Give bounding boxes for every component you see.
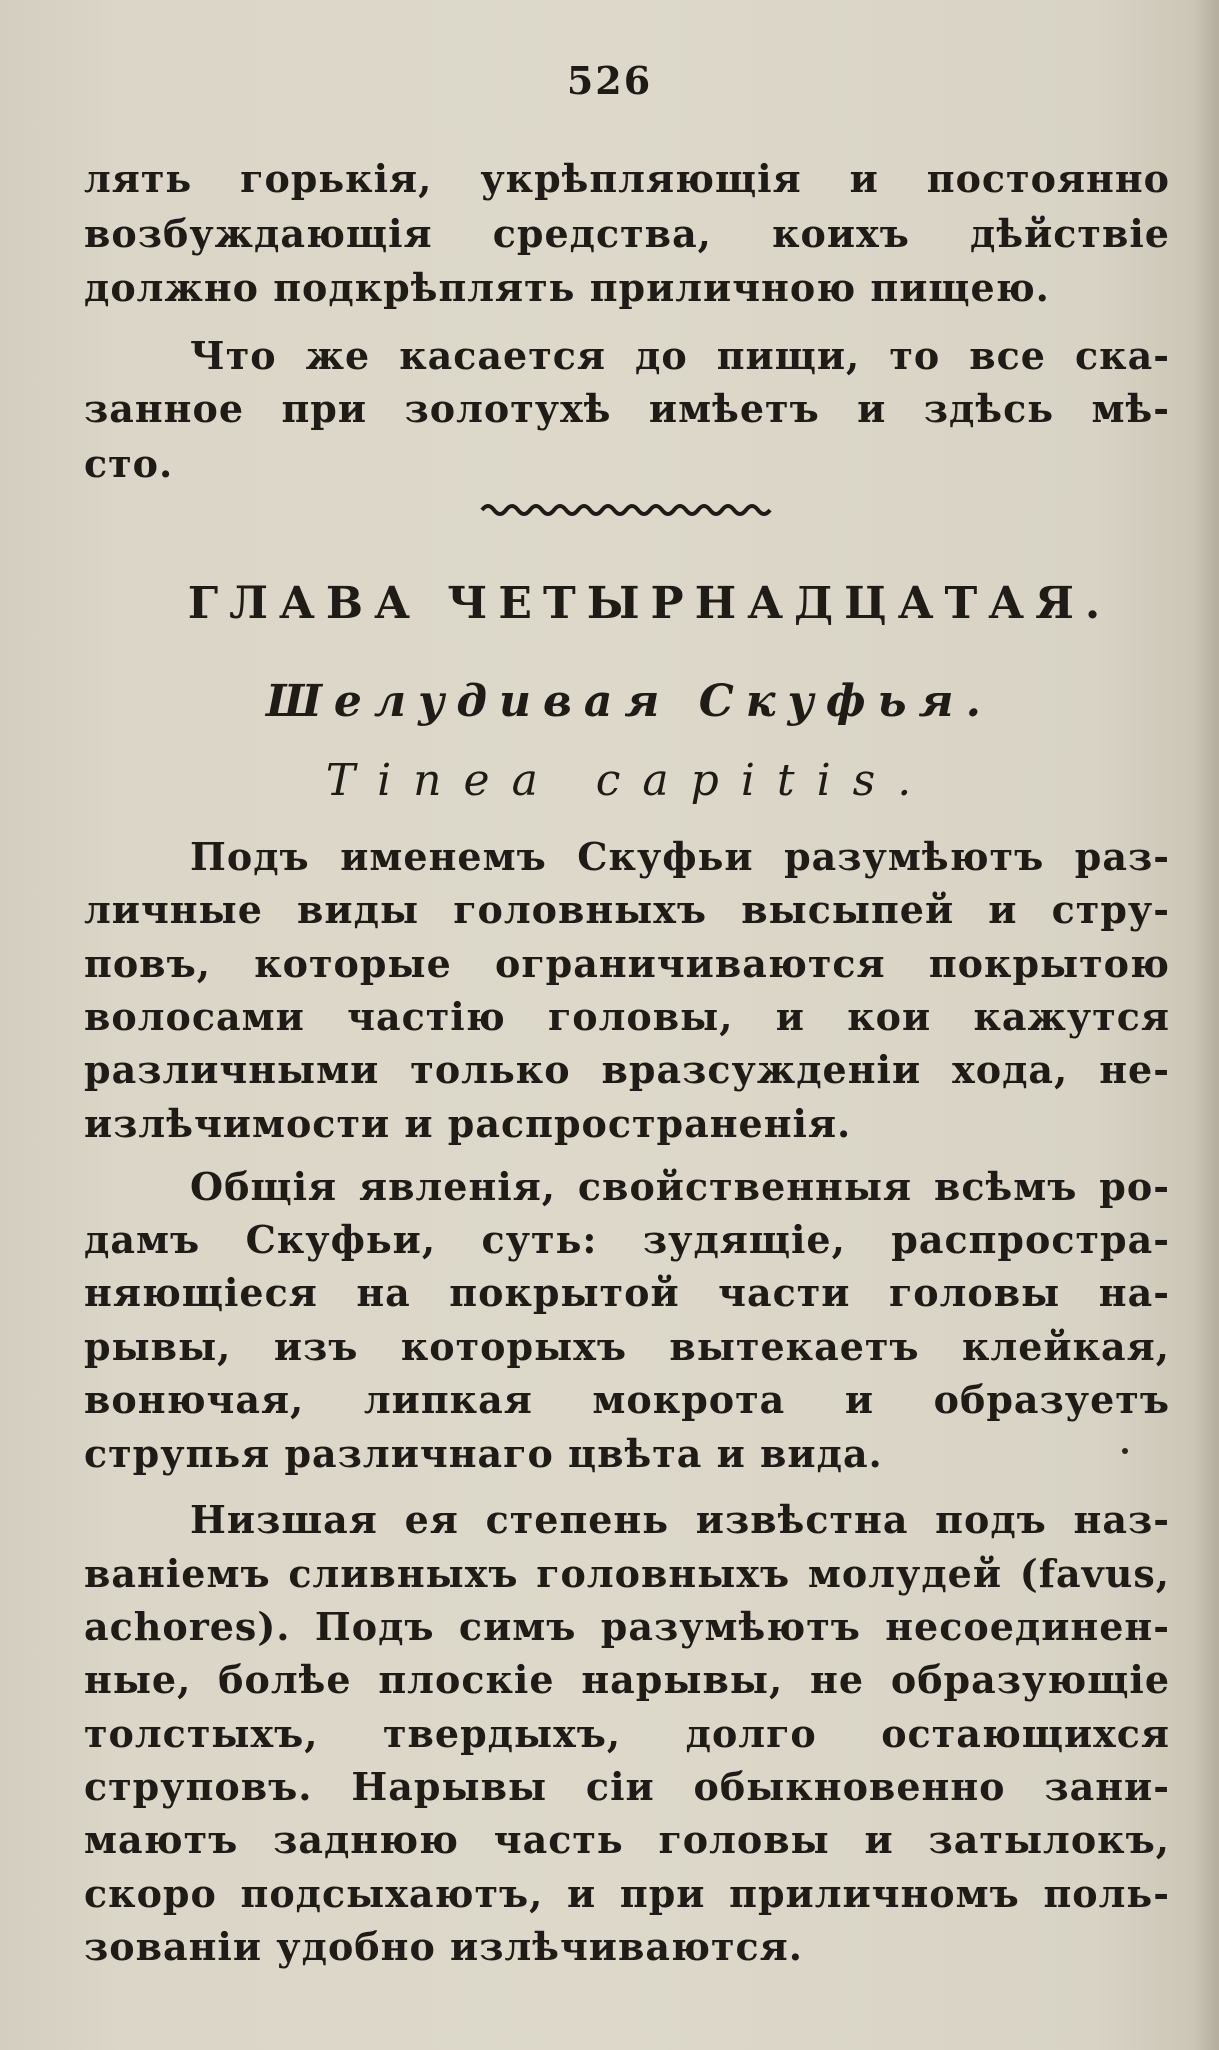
ornamental-divider [480, 500, 775, 520]
text-line: Низшая ея степень извѣстна подъ наз- [190, 1497, 1170, 1542]
text-line: толстыхъ, твердыхъ, долго остающихся [84, 1711, 1170, 1756]
text-line: возбуждающія средства, коихъ дѣйствіе [84, 211, 1170, 256]
text-line: излѣчимости и распространенія. [84, 1101, 852, 1146]
text-line: рывы, изъ которыхъ вытекаетъ клейкая, [84, 1324, 1170, 1369]
text-line: должно подкрѣплять приличною пищею. [84, 265, 1050, 310]
text-line: Общія явленія, свойственныя всѣмъ ро- [190, 1164, 1170, 1209]
text-line: сто. [84, 441, 174, 486]
text-line: Подъ именемъ Скуфьи разумѣютъ раз- [190, 834, 1170, 879]
text-line: няющіеся на покрытой части головы на- [84, 1270, 1170, 1315]
text-line: различными только вразсужденіи хода, не- [84, 1047, 1170, 1092]
chapter-subtitle: Шелудивая Скуфья. [266, 676, 993, 727]
text-line: ные, болѣе плоскіе нарывы, не образующіе [84, 1657, 1170, 1702]
text-line: занное при золотухѣ имѣетъ и здѣсь мѣ- [84, 386, 1170, 431]
chapter-title: ГЛАВА ЧЕТЫРНАДЦАТАЯ. [187, 578, 1112, 629]
text-line: повъ, которые ограничиваются покрытою [84, 941, 1170, 986]
text-line: скоро подсыхаютъ, и при приличномъ поль- [84, 1871, 1170, 1916]
latin-title: Tinea capitis. [325, 755, 934, 806]
text-line: личные виды головныхъ высыпей и стру- [84, 887, 1170, 932]
text-line: вонючая, липкая мокрота и образуетъ [84, 1377, 1170, 1422]
text-line: дамъ Скуфьи, суть: зудящіе, распростра- [84, 1217, 1170, 1262]
text-line: струповъ. Нарывы сіи обыкновенно зани- [84, 1764, 1170, 1809]
text-line: ваніемъ сливныхъ головныхъ молудей (favus, [84, 1551, 1170, 1596]
text-line: зованіи удобно излѣчиваются. [84, 1924, 803, 1969]
page-number: 526 [566, 58, 653, 103]
text-line: струпья различнаго цвѣта и вида. [84, 1431, 883, 1476]
text-line: achores). Подъ симъ разумѣютъ несоединен- [84, 1604, 1170, 1649]
text-line: волосами частію головы, и кои кажутся [84, 994, 1170, 1039]
ink-speck [1122, 1448, 1128, 1454]
text-line: лять горькія, укрѣпляющія и постоянно [84, 156, 1170, 201]
text-line: Что же касается до пищи, то все ска- [190, 333, 1170, 378]
text-line: маютъ заднюю часть головы и затылокъ, [84, 1817, 1170, 1862]
